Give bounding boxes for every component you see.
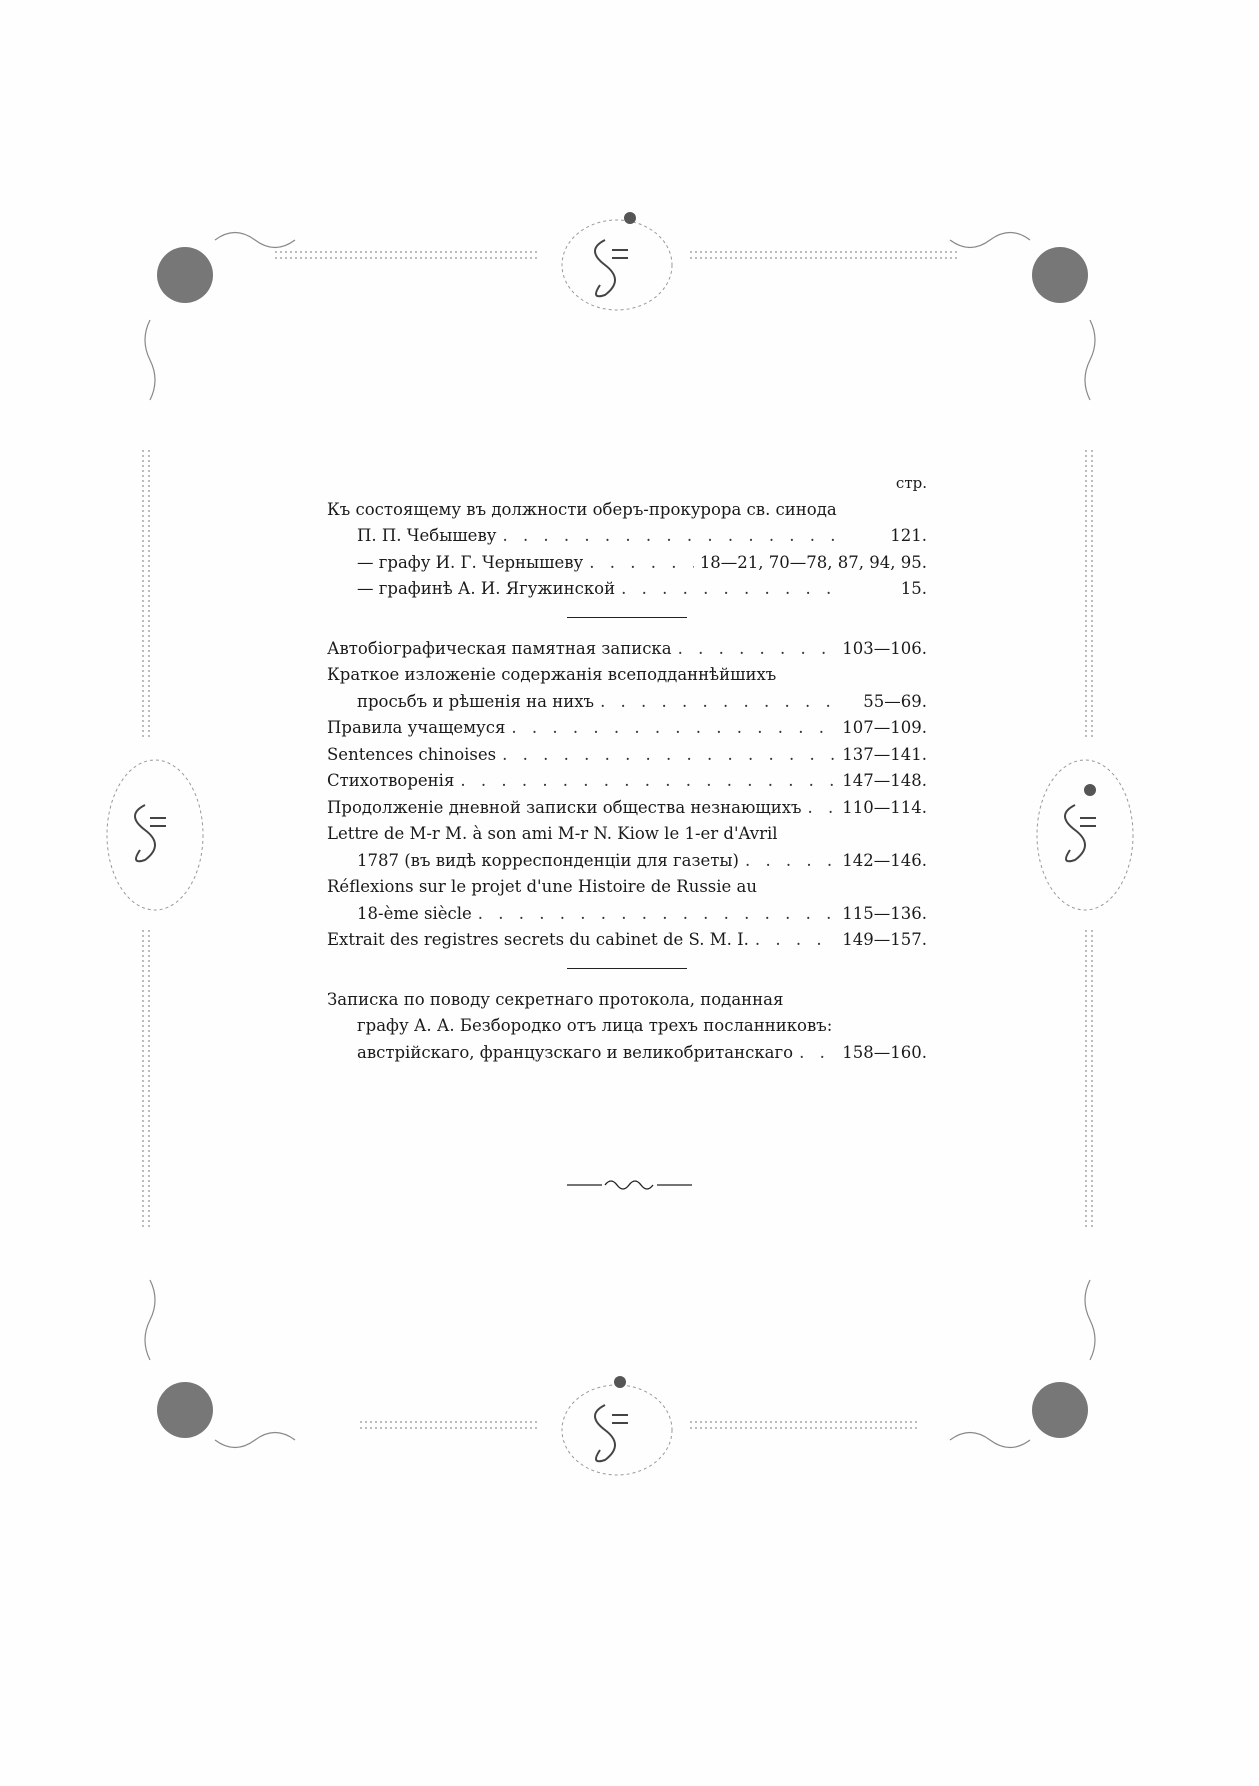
entry-title: 18-ème siècle <box>357 903 472 923</box>
leader-dots <box>808 795 837 822</box>
leader-dots <box>478 901 836 928</box>
entry-title: просьбъ и рѣшенія на нихъ <box>357 691 595 711</box>
leader-dots <box>502 523 837 550</box>
entry-title: Краткое изложеніе содержанія всеподданнѣйшихъ <box>327 665 777 684</box>
leader-dots <box>460 768 836 795</box>
entry-title: Sentences chinoises <box>327 744 497 764</box>
section-divider <box>567 968 687 969</box>
entry-pages: 103—106. <box>842 638 927 658</box>
leader-dots <box>600 689 837 716</box>
entry-title: Lettre de M-r M. à son ami M-r N. Kiow le 1-er d'Avril <box>327 824 778 843</box>
entry-pages: 147—148. <box>842 771 927 790</box>
entry-title: Réflexions sur le projet d'une Histoire de Russie au <box>327 877 758 896</box>
entry-pages: 15. <box>900 579 927 598</box>
leader-dots <box>621 576 837 603</box>
page-column-label: стр. <box>895 474 927 492</box>
list-item <box>327 1040 927 1067</box>
monogram-right-icon <box>1037 760 1133 910</box>
list-item <box>327 742 927 769</box>
entry-title: Записка по поводу секретнаго протокола, поданная <box>327 989 784 1009</box>
monogram-left-icon <box>107 760 203 910</box>
list-item <box>327 550 927 577</box>
list-item <box>327 821 927 848</box>
list-item <box>327 636 927 663</box>
leader-dots <box>745 848 836 875</box>
list-item <box>327 576 927 603</box>
leader-dots <box>678 636 837 663</box>
list-item <box>327 795 927 822</box>
entry-pages: 115—136. <box>842 903 927 923</box>
list-item <box>327 874 927 901</box>
entry-title: 1787 (въ видѣ корреспонденціи для газеты) <box>357 850 739 870</box>
list-item <box>327 927 927 954</box>
entry-title: австрійскаго, французскаго и великобританскаго <box>357 1042 794 1062</box>
entry-pages: 55—69. <box>863 691 927 711</box>
entry-title: Продолженіе дневной записки общества незнающихъ <box>327 797 802 817</box>
table-of-contents <box>327 470 927 1066</box>
leader-dots <box>511 715 836 742</box>
entry-title: Автобіографическая памятная записка <box>327 638 672 658</box>
list-item <box>327 497 927 524</box>
monogram-bottom-icon <box>562 1376 672 1475</box>
monogram-top-icon <box>562 212 672 310</box>
section-divider <box>567 617 687 618</box>
entry-title: Къ состоящему въ должности оберъ-прокурора св. синода <box>327 499 837 519</box>
list-item <box>327 848 927 875</box>
entry-title: — графу И. Г. Чернышеву <box>357 552 584 572</box>
entry-title: Extrait des registres secrets du cabinet de S. M. I. <box>327 930 749 949</box>
list-item <box>327 987 927 1014</box>
entry-title: Правила учащемуся <box>327 718 506 737</box>
entry-pages: 142—146. <box>842 850 927 870</box>
entry-pages: 158—160. <box>842 1042 927 1062</box>
entry-title: Стихотворенія <box>327 771 455 790</box>
entry-title: П. П. Чебышеву <box>357 526 497 545</box>
entry-pages: 149—157. <box>842 930 927 949</box>
list-item <box>327 715 927 742</box>
leader-dots <box>755 927 836 954</box>
entry-pages: 110—114. <box>842 797 927 817</box>
entry-pages: 107—109. <box>842 718 927 737</box>
section-writings <box>327 636 927 954</box>
leader-dots <box>589 550 694 577</box>
section-letters <box>327 497 927 603</box>
section-memo <box>327 987 927 1067</box>
closing-flourish-icon <box>567 1175 692 1195</box>
list-item <box>327 1013 927 1040</box>
list-item <box>327 901 927 928</box>
list-item <box>327 768 927 795</box>
list-item <box>327 689 927 716</box>
entry-pages: 137—141. <box>842 744 927 764</box>
entry-pages: 121. <box>890 526 927 545</box>
entry-pages: 18—21, 70—78, 87, 94, 95. <box>699 552 927 572</box>
entry-title: графу А. А. Безбородко отъ лица трехъ посланниковъ: <box>357 1016 833 1035</box>
leader-dots <box>799 1040 836 1067</box>
leader-dots <box>502 742 836 769</box>
list-item <box>327 523 927 550</box>
list-item <box>327 662 927 689</box>
entry-title: — графинѣ А. И. Ягужинской <box>357 579 616 598</box>
